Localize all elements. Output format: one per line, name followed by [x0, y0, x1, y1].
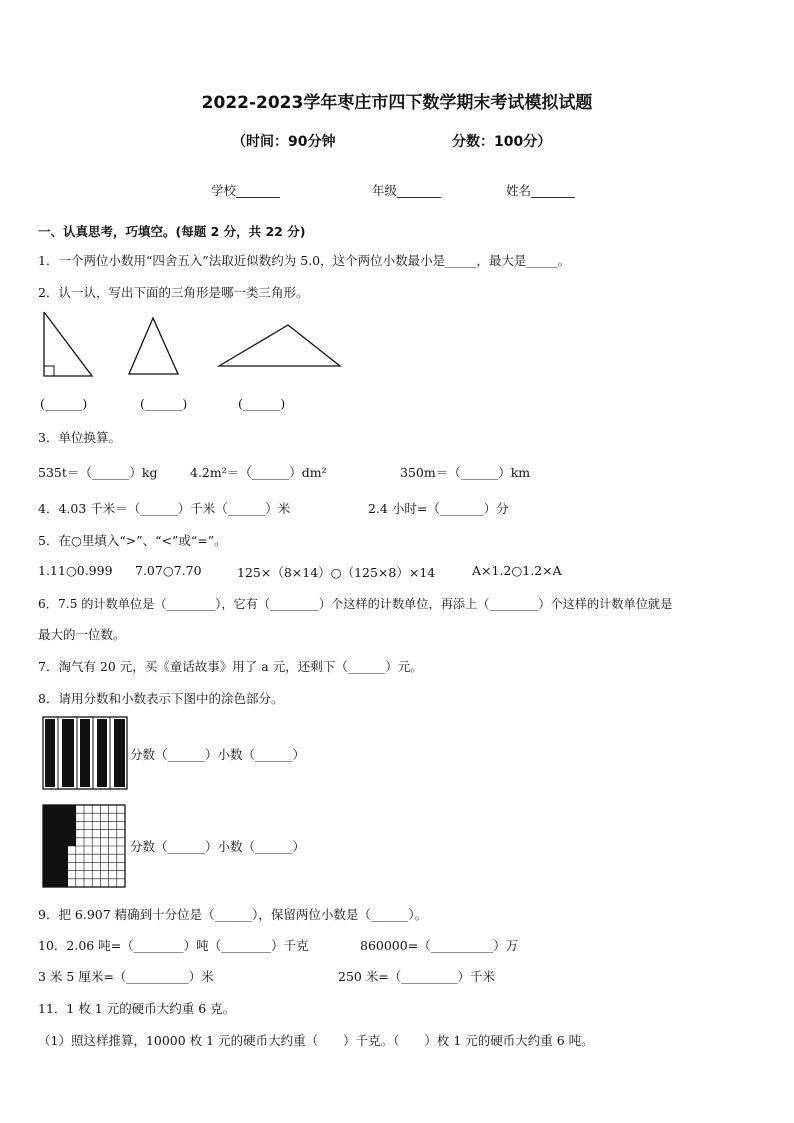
conversion-1[interactable]: 535t＝（______）kg: [38, 465, 158, 480]
question-4-part-2[interactable]: 2.4 小时=（_______）分: [368, 501, 509, 516]
question-8: 8．请用分数和小数表示下图中的涂色部分。: [38, 691, 284, 706]
figure-2-answer[interactable]: 分数（______）小数（______）: [130, 839, 306, 854]
question-1: 1．一个两位小数用“四舍五入”法取近似数约为 5.0，这个两位小数最小是_____，最大是_____。: [38, 253, 571, 268]
compare-2[interactable]: 7.07○7.70: [135, 563, 202, 578]
hundred-grid-figure: [42, 804, 126, 888]
striped-bars-figure: [42, 716, 128, 790]
grade-field[interactable]: 年级_______: [372, 183, 441, 198]
compare-1[interactable]: 1.11○0.999: [38, 563, 113, 578]
question-5: 5．在○里填入“>”、“<”或“=”。: [38, 533, 227, 548]
conversion-2[interactable]: 4.2m²＝（______）dm²: [190, 465, 327, 480]
question-3: 3．单位换算。: [38, 430, 121, 445]
triangle-answer-3[interactable]: (______): [238, 396, 286, 411]
question-6-cont: 最大的一位数。: [38, 627, 126, 642]
triangle-answer-1[interactable]: (______): [40, 396, 88, 411]
page-title: 2022-2023学年枣庄市四下数学期末考试模拟试题: [201, 93, 593, 113]
question-10-part-4[interactable]: 250 米=（_________）千米: [338, 969, 496, 984]
compare-4[interactable]: A×1.2○1.2×A: [472, 563, 562, 578]
obtuse-triangle-figure: [216, 322, 346, 370]
question-2: 2．认一认，写出下面的三角形是哪一类三角形。: [38, 285, 309, 300]
exam-time: （时间：90分钟: [232, 134, 336, 150]
conversion-3[interactable]: 350m＝（______）km: [400, 465, 531, 480]
exam-score: 分数：100分）: [452, 134, 552, 150]
right-triangle-figure: [40, 310, 100, 380]
question-7: 7．淘气有 20 元，买《童话故事》用了 a 元，还剩下（______）元。: [38, 659, 423, 674]
figure-1-answer[interactable]: 分数（______）小数（______）: [130, 747, 306, 762]
question-10-part-2[interactable]: 860000=（__________）万: [360, 938, 519, 953]
name-field[interactable]: 姓名_______: [506, 183, 575, 198]
question-10-part-3[interactable]: 3 米 5 厘米=（__________）米: [38, 969, 214, 984]
question-11: 11．1 枚 1 元的硬币大约重 6 克。: [38, 1001, 236, 1016]
question-9: 9．把 6.907 精确到十分位是（______），保留两位小数是（______）。: [38, 907, 428, 922]
question-11-part-1: （1）照这样推算，10000 枚 1 元的硬币大约重（ ）千克。（ ）枚 1 元的硬币大约重 6 吨。: [38, 1033, 594, 1048]
school-field[interactable]: 学校_______: [211, 183, 280, 198]
question-10[interactable]: 10．2.06 吨=（________）吨（________）千克: [38, 938, 309, 953]
question-4[interactable]: 4．4.03 千米＝（______）千米（______）米: [38, 501, 291, 516]
question-6: 6．7.5 的计数单位是（________），它有（________）个这样的计数单位，再添上（________）个这样的计数单位就是: [38, 597, 673, 611]
section-heading: 一、认真思考，巧填空。(每题 2 分，共 22 分): [38, 224, 306, 239]
triangle-answer-2[interactable]: (______): [140, 396, 188, 411]
acute-triangle-figure: [126, 316, 186, 378]
compare-3[interactable]: 125×（8×14）○（125×8）×14: [237, 565, 436, 580]
